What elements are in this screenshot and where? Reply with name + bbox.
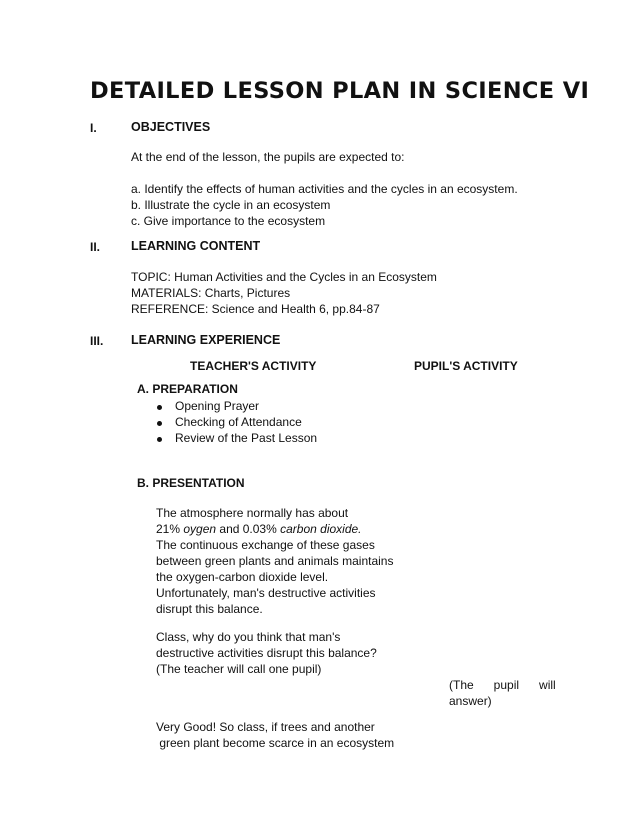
content-materials: MATERIALS: Charts, Pictures bbox=[131, 286, 291, 300]
bullet-icon bbox=[157, 405, 162, 410]
presentation-line: between green plants and animals maintains bbox=[156, 554, 394, 568]
objective-item-a: a. Identify the effects of human activities and the cycles in an ecosystem. bbox=[131, 182, 518, 196]
preparation-item-prayer: Opening Prayer bbox=[175, 399, 260, 413]
presentation-line: the oxygen-carbon dioxide level. bbox=[156, 570, 329, 584]
text-run: and 0.03% bbox=[216, 522, 281, 536]
content-topic: TOPIC: Human Activities and the Cycles in an Ecosystem bbox=[131, 270, 437, 284]
section-number-1: I. bbox=[90, 121, 97, 135]
document-title: DETAILED LESSON PLAN IN SCIENCE VI bbox=[90, 78, 590, 104]
bullet-icon bbox=[157, 437, 162, 442]
section-heading-learning-experience: LEARNING EXPERIENCE bbox=[131, 333, 281, 347]
teacher-question-line: destructive activities disrupt this balance? bbox=[156, 646, 377, 660]
presentation-line: The continuous exchange of these gases bbox=[156, 538, 375, 552]
teacher-question-line: Class, why do you think that man's bbox=[156, 630, 341, 644]
presentation-line bbox=[156, 521, 362, 537]
section-number-2: II. bbox=[90, 240, 101, 254]
presentation-line: Unfortunately, man's destructive activities bbox=[156, 586, 376, 600]
teacher-statement-line: Very Good! So class, if trees and another bbox=[156, 720, 375, 734]
text-run: 21% bbox=[156, 522, 184, 536]
preparation-heading: A. PREPARATION bbox=[137, 382, 238, 396]
teacher-activity-header: TEACHER'S ACTIVITY bbox=[190, 359, 317, 373]
pupil-response: (The pupil will bbox=[449, 678, 556, 692]
pupil-response: answer) bbox=[449, 694, 492, 708]
text-run-italic: oygen bbox=[183, 522, 217, 536]
content-reference: REFERENCE: Science and Health 6, pp.84-87 bbox=[131, 302, 380, 316]
section-heading-objectives: OBJECTIVES bbox=[131, 120, 211, 134]
presentation-line: The atmosphere normally has about bbox=[156, 506, 349, 520]
objectives-intro: At the end of the lesson, the pupils are expected to: bbox=[131, 150, 405, 164]
teacher-instruction-line: (The teacher will call one pupil) bbox=[156, 662, 322, 676]
pupil-activity-header: PUPIL'S ACTIVITY bbox=[414, 359, 518, 373]
presentation-heading: B. PRESENTATION bbox=[137, 476, 245, 490]
text-run-italic: carbon dioxide. bbox=[280, 522, 362, 536]
bullet-icon bbox=[157, 421, 162, 426]
section-number-3: III. bbox=[90, 334, 104, 348]
teacher-statement-line: green plant become scarce in an ecosystem bbox=[156, 736, 395, 750]
objective-item-c: c. Give importance to the ecosystem bbox=[131, 214, 326, 228]
preparation-item-review: Review of the Past Lesson bbox=[175, 431, 318, 445]
presentation-line: disrupt this balance. bbox=[156, 602, 263, 616]
preparation-item-attendance: Checking of Attendance bbox=[175, 415, 302, 429]
objective-item-b: b. Illustrate the cycle in an ecosystem bbox=[131, 198, 331, 212]
section-heading-learning-content: LEARNING CONTENT bbox=[131, 239, 261, 253]
